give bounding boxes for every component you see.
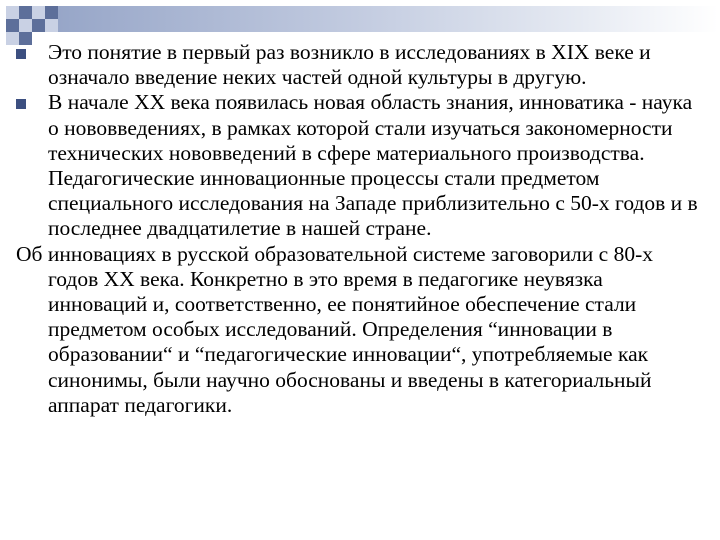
bullet-text: Это понятие в первый раз возникло в исследованиях в XIX веке и означало введение неких частей одной культуры в другую. (48, 40, 651, 90)
decor-square (6, 19, 19, 32)
body-paragraph: Об инновациях в русской образовательной системе заговорили с 80-х годов XX века. Конкретно в это время в педагогике неувязка инноваций и, соответственно, ее понятийное обеспечение стали предметом особых исследований. Определения “инновации в образовании“ и “педагогические инновации“, употребляемые как синонимы, были научно обоснованы и введены в категориальный аппарат педагогики. (16, 241, 653, 417)
bullet-item (16, 90, 706, 241)
decor-square (45, 19, 58, 32)
decor-square (6, 6, 19, 19)
square-bullet-icon (16, 99, 26, 109)
square-bullet-icon (16, 49, 26, 59)
decor-square (45, 6, 58, 19)
bullet-text: В начале XX века появилась новая область знания, инноватика - наука о нововведениях, в рамках которой стали изучаться закономерности технических нововведений в сфере материального производства. Педагогические инновационные процессы стали предметом специального исследования на Западе приблизительно с 50-х годов и в последнее двадцатилетие в нашей стране. (48, 90, 698, 241)
decor-square (32, 6, 45, 19)
bullet-item (16, 40, 706, 90)
title-bar-strip (58, 6, 718, 32)
decor-square (19, 6, 32, 19)
decor-square (32, 19, 45, 32)
slide-body (16, 40, 706, 418)
decor-square (19, 19, 32, 32)
